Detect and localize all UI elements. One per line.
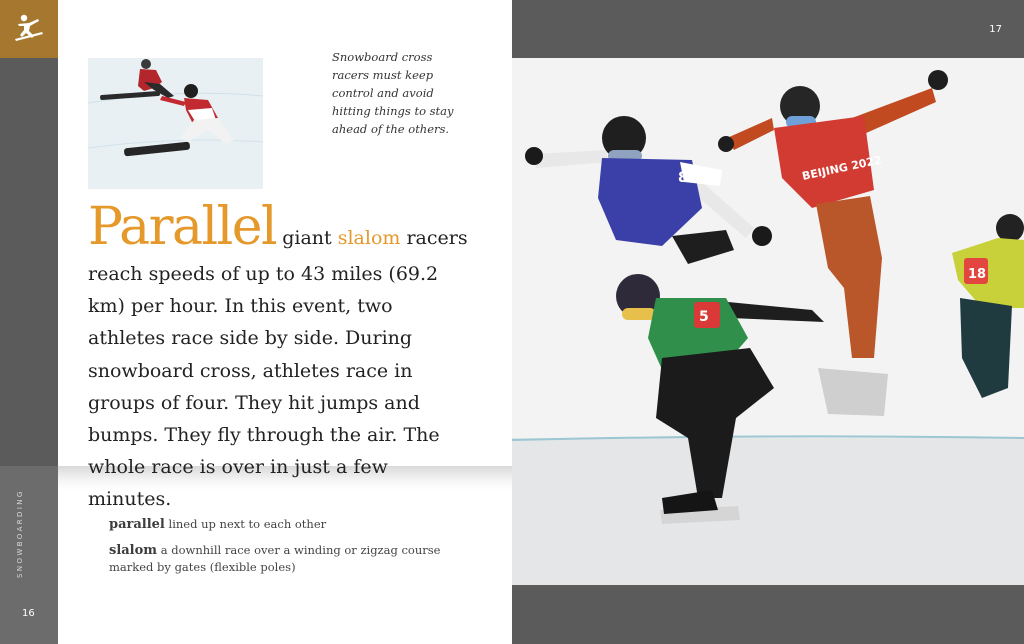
series-title: SNOWBOARDING bbox=[16, 489, 24, 578]
caption-line: Snowboard cross bbox=[332, 50, 433, 64]
snowboarder-icon bbox=[12, 12, 46, 46]
glossary-entry bbox=[109, 542, 459, 576]
caption-line: racers must keep bbox=[332, 68, 434, 82]
glossary bbox=[109, 516, 459, 585]
glossary-entry bbox=[109, 516, 459, 533]
right-header-band bbox=[512, 0, 1024, 58]
body-segment: racers reach speeds of up to 43 miles (69.2 km) per hour. In this event, two athletes race side by side. During snowboard cross, athletes race in groups of four. They hit jumps and bumps. They fly through the air. The whole race is over in just a few minutes. bbox=[88, 227, 468, 511]
body-segment: giant bbox=[276, 227, 338, 249]
glossary-term: parallel bbox=[109, 517, 165, 532]
caption-line: hitting things to stay bbox=[332, 104, 454, 118]
caption-line: control and avoid bbox=[332, 86, 434, 100]
race-photo-small bbox=[88, 58, 263, 189]
series-logo bbox=[0, 0, 58, 58]
race-photo-large bbox=[512, 58, 1024, 585]
page-number-left: 16 bbox=[22, 608, 35, 619]
parallel-racers-image bbox=[88, 58, 263, 189]
bib-number: 8 bbox=[678, 170, 688, 186]
photo-caption bbox=[332, 48, 462, 138]
glossary-term: slalom bbox=[109, 543, 158, 558]
bib-text: BEIJING 2022 bbox=[800, 153, 883, 183]
page-number-right: 17 bbox=[989, 24, 1002, 35]
snowboard-cross-image bbox=[512, 58, 1024, 585]
lead-word: Parallel bbox=[88, 197, 277, 257]
main-paragraph bbox=[88, 196, 468, 516]
caption-line: ahead of the others. bbox=[332, 122, 450, 136]
glossary-definition: lined up next to each other bbox=[164, 517, 327, 531]
bib-number: 5 bbox=[699, 309, 709, 325]
right-footer-band bbox=[512, 585, 1024, 644]
glossary-definition: a downhill race over a winding or zigzag course marked by gates (flexible poles) bbox=[109, 543, 441, 574]
highlighted-term: slalom bbox=[337, 227, 401, 249]
bib-number: 18 bbox=[968, 267, 987, 282]
